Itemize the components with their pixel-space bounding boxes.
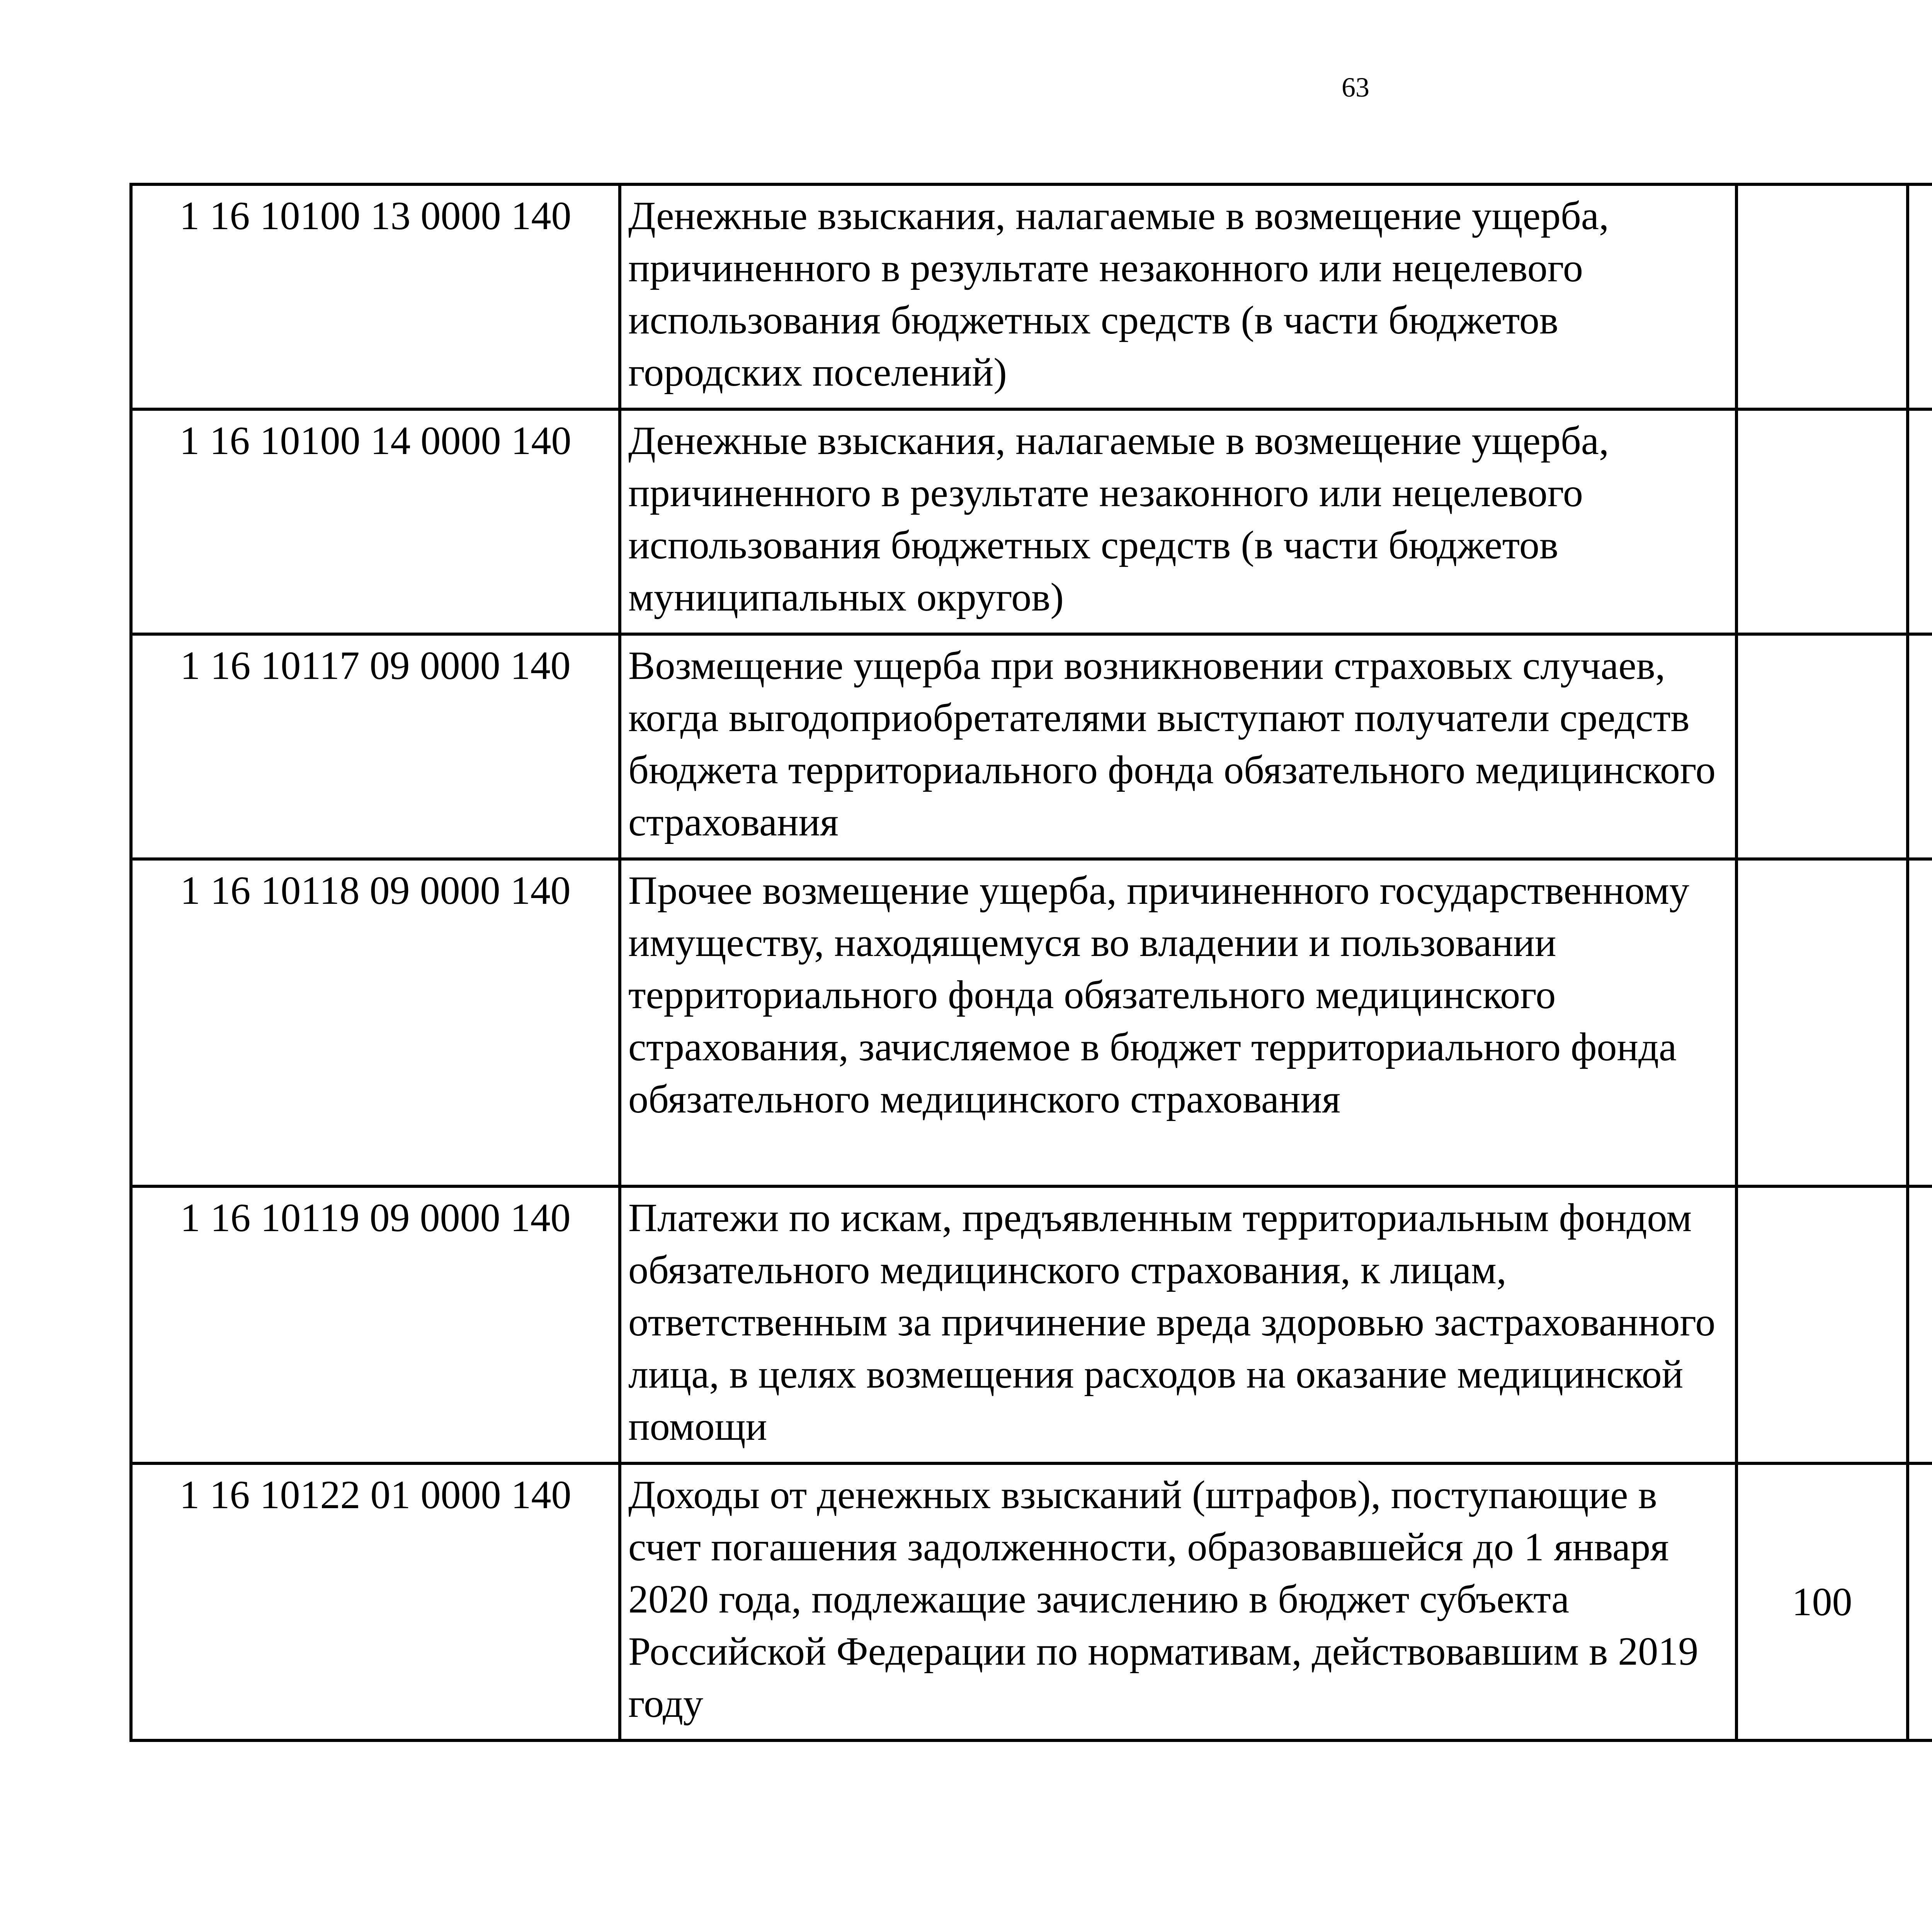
norm-value-federal <box>1736 409 1908 634</box>
budget-code: 1 16 10122 01 0000 140 <box>131 1463 620 1740</box>
norm-value-municipal-district <box>1908 634 1932 859</box>
norm-value-municipal-district <box>1908 859 1932 1186</box>
budget-code: 1 16 10100 13 0000 140 <box>131 184 620 409</box>
income-description: Платежи по искам, предъявленным территориальным фондом обязательного медицинского страхования, к лицам, ответственным за причинение вреда здоровью застрахованного лица, в целях возмещения расходов на оказание медицинской помощи <box>620 1186 1736 1463</box>
page-number: 63 <box>1342 72 1369 103</box>
table-row <box>131 634 1932 859</box>
table-row <box>131 409 1932 634</box>
table-row <box>131 184 1932 409</box>
table-row <box>131 1186 1932 1463</box>
income-description: Денежные взыскания, налагаемые в возмещение ущерба, причиненного в результате незаконного или нецелевого использования бюджетных средств (в части бюджетов муниципальных округов) <box>620 409 1736 634</box>
norm-value-federal <box>1736 184 1908 409</box>
budget-code: 1 16 10119 09 0000 140 <box>131 1186 620 1463</box>
budget-classification-table <box>129 183 1932 1742</box>
norm-value-federal: 100 <box>1736 1463 1908 1740</box>
table-row <box>131 859 1932 1186</box>
table-row <box>131 1463 1932 1740</box>
norm-value-municipal-district <box>1908 184 1932 409</box>
norm-value-federal <box>1736 859 1908 1186</box>
norm-value-federal <box>1736 634 1908 859</box>
budget-code: 1 16 10117 09 0000 140 <box>131 634 620 859</box>
norm-value-municipal-district <box>1908 1186 1932 1463</box>
income-description: Денежные взыскания, налагаемые в возмещение ущерба, причиненного в результате незаконного или нецелевого использования бюджетных средств (в части бюджетов городских поселений) <box>620 184 1736 409</box>
income-description: Возмещение ущерба при возникновении страховых случаев, когда выгодоприобретателями выступают получатели средств бюджета территориального фонда обязательного медицинского страхования <box>620 634 1736 859</box>
norm-value-municipal-district <box>1908 409 1932 634</box>
norm-value-federal <box>1736 1186 1908 1463</box>
budget-code: 1 16 10118 09 0000 140 <box>131 859 620 1186</box>
budget-code: 1 16 10100 14 0000 140 <box>131 409 620 634</box>
norm-value-municipal-district <box>1908 1463 1932 1740</box>
income-description: Прочее возмещение ущерба, причиненного государственному имуществу, находящемуся во владении и пользовании территориального фонда обязательного медицинского страхования, зачисляемое в бюджет территориального фонда обязательного медицинского страхования <box>620 859 1736 1186</box>
income-description: Доходы от денежных взысканий (штрафов), поступающие в счет погашения задолженности, образовавшейся до 1 января 2020 года, подлежащие зачислению в бюджет субъекта Российской Федерации по нормативам, действовавшим в 2019 году <box>620 1463 1736 1740</box>
